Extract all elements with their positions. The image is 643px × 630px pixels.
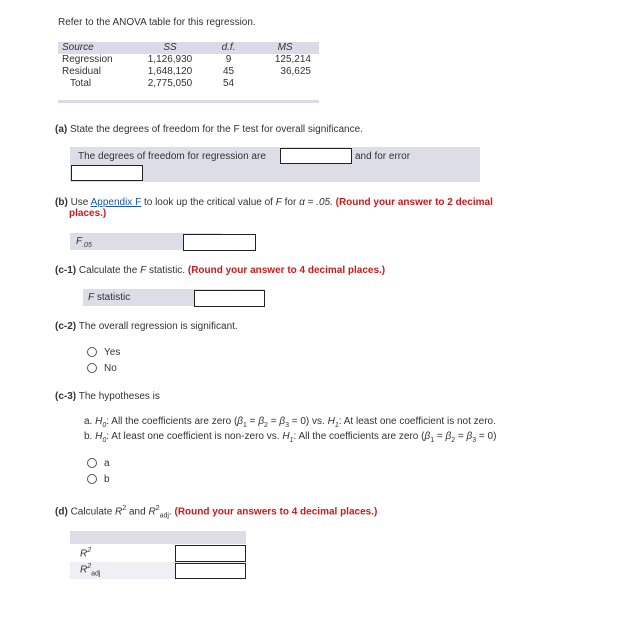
anova-header-df: d.f. (221, 42, 236, 53)
anova-row-residual (58, 66, 319, 78)
part-a-label-error: and for error (355, 151, 411, 162)
anova-header-ms: MS (277, 42, 293, 53)
f-statistic-input[interactable] (194, 290, 265, 307)
part-c1-question: (c-1) Calculate the F statistic. (Round your answer to 4 decimal places.) (55, 265, 386, 276)
anova-row-regression (58, 54, 319, 66)
f-statistic-label: F statistic (88, 292, 131, 303)
part-a-label-regression: The degrees of freedom for regression are (78, 151, 266, 162)
part-b-question: (b) Use Appendix F to look up the critical value of F for α = .05. (Round your answer to 2 decimal places.) (55, 197, 493, 219)
anova-table (58, 42, 319, 90)
r2-label: $R^2$ (80, 547, 92, 560)
part-d-question: (d) Calculate $R^2$ and $R^2_{adj}$. (Round your answers to 4 decimal places.) (55, 505, 378, 520)
anova-cell (251, 78, 319, 90)
df-regression-input[interactable] (280, 148, 352, 164)
anova-cell: 1,126,930 (147, 54, 193, 65)
intro-text: Refer to the ANOVA table for this regression. (58, 17, 256, 28)
anova-cell: 2,775,050 (147, 78, 193, 89)
part-d-header-bar (70, 531, 246, 544)
r2-adj-input[interactable] (175, 563, 246, 579)
anova-header-source: Source (62, 42, 94, 53)
anova-cell: 9 (225, 54, 232, 65)
radio-a[interactable] (87, 458, 97, 468)
anova-cell: Regression (62, 54, 113, 65)
radio-yes[interactable] (87, 347, 97, 357)
r2-adj-label: $R^2_{adj}$ (80, 563, 101, 578)
radio-no-label: No (104, 363, 117, 374)
anova-cell: 54 (222, 78, 235, 89)
anova-cell: 1,648,120 (147, 66, 193, 77)
anova-cell: 36,625 (280, 66, 311, 77)
critical-value-input[interactable] (183, 234, 256, 251)
part-c2-question: (c-2) The overall regression is significant. (55, 321, 238, 332)
anova-cell: Residual (62, 66, 101, 77)
anova-header-ss: SS (163, 42, 177, 53)
table-bottom-bar (58, 100, 319, 103)
anova-header-row (58, 42, 319, 54)
radio-no[interactable] (87, 363, 97, 373)
radio-b[interactable] (87, 474, 97, 484)
df-error-input[interactable] (71, 165, 143, 181)
radio-a-label: a (104, 458, 110, 469)
part-a-question: (a) State the degrees of freedom for the F test for overall significance. (55, 124, 363, 135)
anova-cell: 125,214 (274, 54, 311, 65)
r2-input[interactable] (175, 545, 246, 562)
anova-cell: 45 (222, 66, 235, 77)
radio-b-label: b (104, 474, 110, 485)
appendix-f-link[interactable]: Appendix F (90, 197, 142, 208)
radio-yes-label: Yes (104, 347, 121, 358)
part-c3-question: (c-3) The hypotheses is (55, 391, 160, 402)
hypothesis-b-text: b. $H_0$: At least one coefficient is non-zero vs. $H_1$: All the coefficients are zero $(\beta_1 = \beta_2 = \beta_3 = 0)$ (84, 431, 497, 444)
anova-row-total (58, 78, 319, 90)
f05-label: $F_{.05}$ (76, 236, 92, 249)
anova-cell: Total (70, 78, 92, 89)
hypothesis-a-text: a. $H_0$: All the coefficients are zero $(\beta_1 = \beta_2 = \beta_3 = 0)$ vs. $H_1$: At least one coefficient is not zero. (84, 416, 496, 429)
